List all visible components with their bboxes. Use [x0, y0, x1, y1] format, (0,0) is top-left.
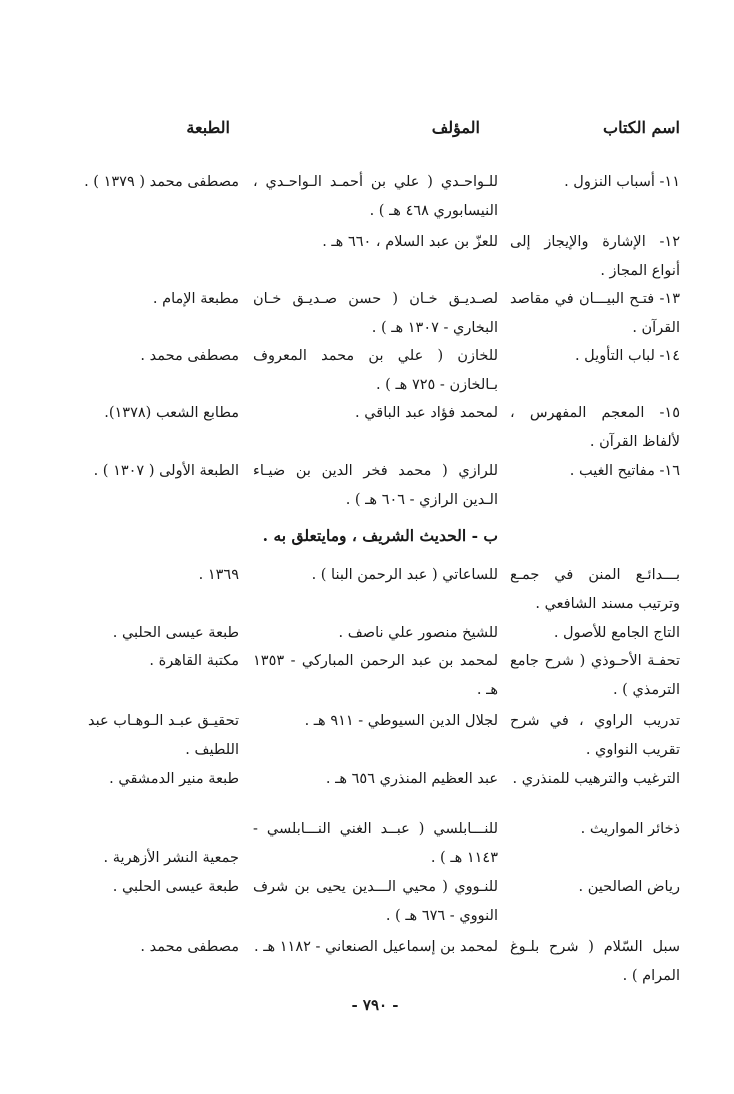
edition: مطابع الشعب (١٣٧٨). [104, 405, 239, 421]
author: للعزّ بن عبد السلام ، ٦٦٠ هـ . [322, 234, 498, 250]
book-title: ١٢- الإشارة والإيجاز إلى أنواع المجاز . [510, 234, 680, 279]
book-title: الترغيب والترهيب للمنذري . [512, 771, 680, 787]
book-title: ١٥- المعجم المفهرس ، لألفاظ القرآن . [510, 405, 680, 450]
author: للخازن ( علي بن محمد المعروف بـالخازن - ٧٢٥ هـ ) . [253, 348, 498, 393]
author: لمحمد بن إسماعيل الصنعاني - ١١٨٢ هـ . [254, 939, 498, 955]
book-title: ١٣- فتـح البيـــان في مقاصد القرآن . [510, 291, 680, 336]
book-title: ذخائر المواريث . [580, 821, 680, 837]
edition: طبعة عيسى الحلبي . [112, 625, 239, 641]
list-item [70, 285, 680, 342]
page-number [0, 996, 734, 1014]
header-author: المؤلف [431, 118, 480, 137]
list-item [70, 228, 680, 285]
edition: تحقيـق عبـد الـوهـاب عبد اللطيف . [88, 713, 239, 758]
section-heading: ب - الحديث الشريف ، ومايتعلق به . [262, 526, 498, 545]
author: لمحمد بن عبد الرحمن المباركي - ١٣٥٣ هـ . [253, 653, 498, 698]
list-item [70, 647, 680, 707]
author: للنـووي ( محيي الـــدين يحيى بن شرف النووي - ٦٧٦ هـ ) . [253, 879, 498, 924]
author: لمحمد فؤاد عبد الباقي . [354, 405, 498, 421]
book-title: بـــدائـع المنن في جمـع وترتيب مسند الشافعي . [510, 567, 680, 612]
bibliography-list [70, 168, 680, 991]
author: للساعاتي ( عبد الرحمن البنا ) . [311, 567, 498, 583]
edition: طبعة منير الدمشقي . [109, 771, 239, 787]
book-title: ١١- أسباب النزول . [564, 174, 680, 190]
list-item [70, 168, 680, 228]
author: لصـديـق خـان ( حسن صـديـق خـان البخاري - ١٣٠٧ هـ ) . [253, 291, 498, 336]
book-title: رياض الصالحين . [578, 879, 680, 895]
list-item [70, 815, 680, 873]
book-title: ١٤- لباب التأويل . [574, 348, 680, 364]
page-number-text: - ٧٩٠ - [351, 996, 399, 1014]
list-item [70, 399, 680, 457]
edition: طبعة عيسى الحلبي . [112, 879, 239, 895]
list-item [70, 457, 680, 519]
edition: مصطفى محمد . [140, 939, 239, 955]
list-item [70, 561, 680, 619]
edition: الطبعة الأولى ( ١٣٠٧ ) . [93, 463, 239, 479]
list-item [70, 342, 680, 399]
author: للرازي ( محمد فخر الدين بن ضيـاء الـدين الرازي - ٦٠٦ هـ ) . [253, 463, 498, 508]
header-book-title: اسم الكتاب [603, 118, 680, 137]
author: للنـــابلسي ( عبــد الغني النـــابلسي - ١١٤٣ هـ ) . [253, 821, 498, 866]
author: للـواحـدي ( علي بن أحمـد الـواحـدي ، النيسابوري ٤٦٨ هـ ) . [253, 174, 498, 219]
edition: مصطفى محمد ( ١٣٧٩ ) . [84, 174, 239, 190]
list-item [70, 619, 680, 647]
book-title: تدريب الراوي ، في شرح تقريب النواوي . [510, 713, 680, 758]
table-header [70, 118, 680, 148]
edition: ١٣٦٩ . [198, 567, 239, 583]
edition: مكتبة القاهرة . [149, 653, 239, 669]
edition: جمعية النشر الأزهرية . [103, 850, 239, 866]
author: للشيخ منصور علي ناصف . [338, 625, 498, 641]
list-item [70, 933, 680, 991]
edition: مطبعة الإمام . [152, 291, 239, 307]
edition: مصطفى محمد . [140, 348, 239, 364]
list-item [70, 765, 680, 815]
list-item [70, 707, 680, 765]
list-item [70, 873, 680, 933]
book-title: التاج الجامع للأصول . [553, 625, 680, 641]
header-edition: الطبعة [186, 118, 230, 137]
author: عبد العظيم المنذري ٦٥٦ هـ . [325, 771, 498, 787]
book-title: سبل السّلام ( شرح بلـوغ المرام ) . [510, 939, 680, 984]
author: لجلال الدين السيوطي - ٩١١ هـ . [304, 713, 498, 729]
book-title: تحفـة الأحـوذي ( شرح جامع الترمذي ) . [510, 653, 680, 698]
book-title: ١٦- مفاتيح الغيب . [569, 463, 680, 479]
